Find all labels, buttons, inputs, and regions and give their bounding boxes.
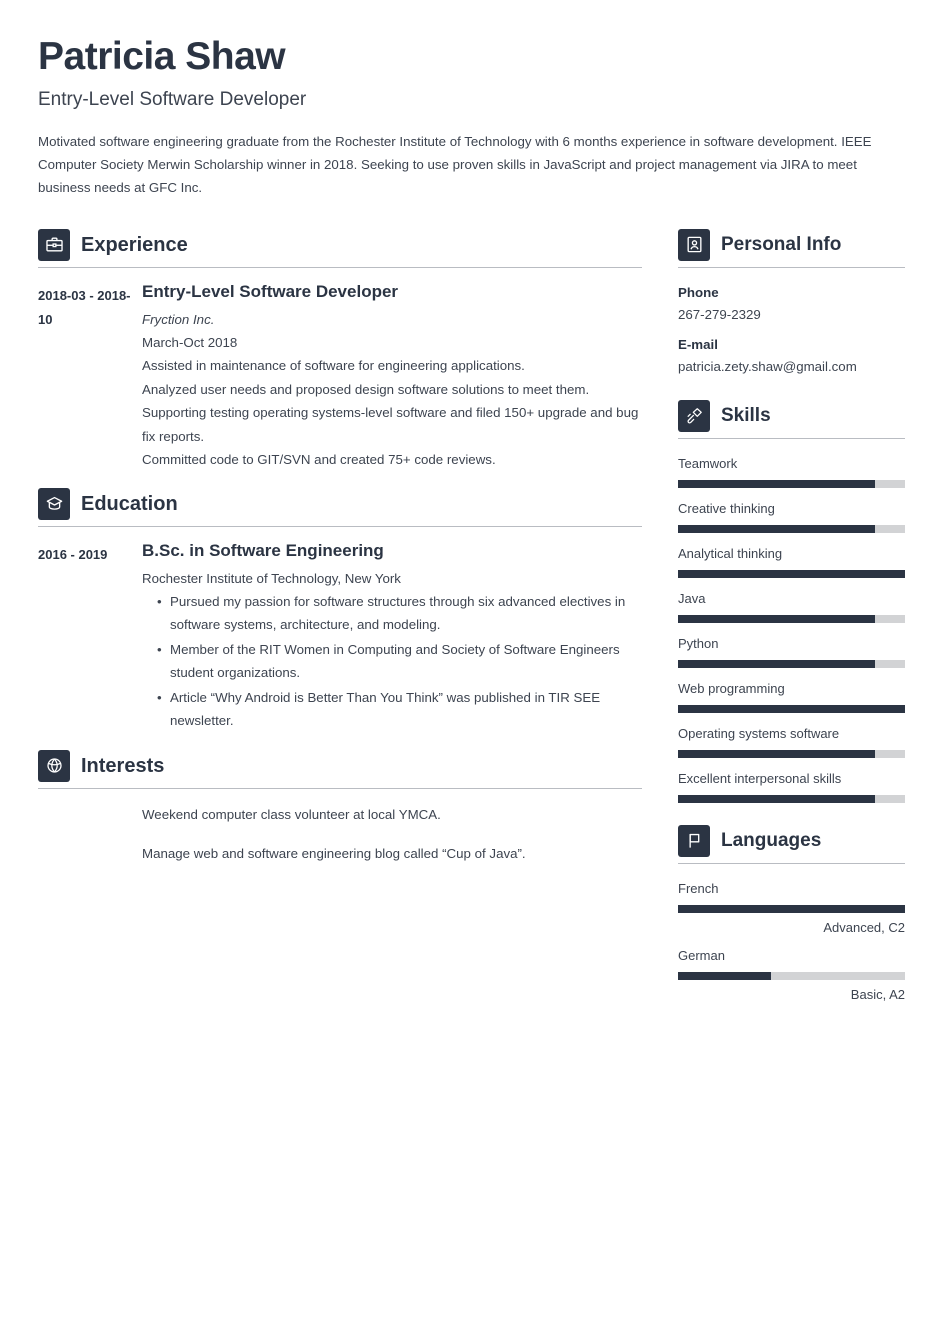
section-header-personal-info	[678, 229, 905, 268]
section-header-interests	[38, 750, 642, 789]
flag-icon	[678, 825, 710, 857]
skill-item	[678, 588, 905, 623]
skill-bar-track	[678, 525, 905, 533]
section-title-languages: Languages	[721, 830, 822, 852]
section-title-experience: Experience	[81, 233, 188, 256]
skill-bar-track	[678, 615, 905, 623]
candidate-name: Patricia Shaw	[38, 35, 286, 78]
professional-summary: Motivated software engineering graduate from the Rochester Institute of Technology with 6 months experience in software development. IEEE Computer Society Merwin Scholarship winner in 2018. Seeking to use proven skills in JavaScript and project management via JIRA to meet business needs at GFC Inc.	[38, 133, 872, 195]
personal-info-label-email: E-mail	[678, 336, 718, 352]
person-badge-icon	[678, 229, 710, 261]
education-entry-school: Rochester Institute of Technology, New York	[142, 570, 401, 586]
personal-info-label-phone: Phone	[678, 284, 719, 300]
experience-entry-title: Entry-Level Software Developer	[142, 281, 399, 301]
skill-name: Web programming	[678, 680, 785, 696]
language-bar-track	[678, 905, 905, 913]
skill-name: Python	[678, 635, 719, 651]
interests-body	[142, 803, 642, 865]
skills-list	[678, 453, 905, 803]
main-column	[38, 213, 642, 881]
languages-list	[678, 878, 905, 1006]
skill-bar-track	[678, 705, 905, 713]
section-header-skills	[678, 400, 905, 439]
language-rating: Advanced, C2	[823, 919, 905, 935]
diamond-hand-icon	[678, 400, 710, 432]
skill-item	[678, 633, 905, 668]
education-bullet: • Article “Why Android is Better Than You Think” was published in TIR SEE newsletter.	[157, 686, 642, 733]
skill-name: Creative thinking	[678, 500, 775, 516]
section-header-experience	[38, 229, 642, 268]
education-entry	[38, 541, 642, 734]
skill-bar-track	[678, 750, 905, 758]
experience-entry-body	[142, 282, 642, 472]
language-name: French	[678, 880, 719, 896]
skill-item	[678, 678, 905, 713]
experience-entry	[38, 282, 642, 472]
resume-columns	[38, 213, 903, 1012]
skill-name: Operating systems software	[678, 725, 840, 741]
interest-item: Weekend computer class volunteer at local YMCA.	[142, 806, 441, 822]
interest-item: Manage web and software engineering blog called “Cup of Java”.	[142, 845, 526, 861]
candidate-job-title: Entry-Level Software Developer	[38, 88, 307, 110]
education-bullet: • Pursued my passion for software structures through six advanced electives in software systems, architecture, and modeling.	[157, 590, 642, 637]
education-entry-title: B.Sc. in Software Engineering	[142, 540, 384, 560]
skill-name: Analytical thinking	[678, 545, 783, 561]
personal-info-value-phone[interactable]: 267-279-2329	[678, 306, 761, 322]
language-bar-fill	[678, 905, 905, 913]
side-column	[678, 213, 905, 1012]
skill-bar-fill	[678, 750, 875, 758]
skill-name: Java	[678, 590, 706, 606]
experience-entry-line: Supporting testing operating systems-level software and filed 150+ upgrade and bug fix reports.	[142, 405, 639, 444]
skill-bar-fill	[678, 480, 875, 488]
language-bar-fill	[678, 972, 771, 980]
skill-bar-fill	[678, 570, 905, 578]
experience-entry-date: 2018-03 - 2018-10	[38, 287, 131, 327]
language-item	[678, 878, 905, 939]
skill-bar-fill	[678, 660, 875, 668]
section-header-education	[38, 488, 642, 527]
section-title-skills: Skills	[721, 405, 771, 427]
section-title-personal-info: Personal Info	[721, 234, 842, 256]
skill-item	[678, 543, 905, 578]
language-bar-track	[678, 972, 905, 980]
section-title-interests: Interests	[81, 754, 165, 777]
skill-item	[678, 498, 905, 533]
personal-info-value-email[interactable]: patricia.zety.shaw@gmail.com	[678, 358, 857, 374]
skill-bar-track	[678, 570, 905, 578]
skill-bar-track	[678, 795, 905, 803]
language-item	[678, 945, 905, 1006]
basketball-icon	[38, 750, 70, 782]
skill-bar-fill	[678, 615, 875, 623]
education-entry-body	[142, 541, 642, 734]
language-name: German	[678, 947, 725, 963]
skill-bar-fill	[678, 705, 905, 713]
skill-name: Teamwork	[678, 455, 738, 471]
skill-item	[678, 453, 905, 488]
language-rating: Basic, A2	[850, 986, 905, 1002]
section-title-education: Education	[81, 492, 178, 515]
experience-entry-line: Assisted in maintenance of software for engineering applications.	[142, 358, 525, 374]
education-bullet: • Member of the RIT Women in Computing and Society of Software Engineers student organizations.	[157, 638, 642, 685]
section-header-languages	[678, 825, 905, 864]
experience-entry-company: Fryction Inc.	[142, 312, 215, 328]
skill-bar-fill	[678, 525, 875, 533]
graduation-cap-icon	[38, 488, 70, 520]
education-bullet-list	[142, 590, 642, 733]
experience-entry-line: Committed code to GIT/SVN and created 75+ code reviews.	[142, 452, 496, 468]
education-entry-date: 2016 - 2019	[38, 546, 108, 562]
skill-name: Excellent interpersonal skills	[678, 770, 842, 786]
experience-entry-period: March-Oct 2018	[142, 335, 238, 351]
skill-item	[678, 768, 905, 803]
experience-entry-line: Analyzed user needs and proposed design software solutions to meet them.	[142, 381, 590, 397]
skill-bar-track	[678, 660, 905, 668]
skill-bar-fill	[678, 795, 875, 803]
personal-info-list	[678, 282, 905, 378]
skill-item	[678, 723, 905, 758]
skill-bar-track	[678, 480, 905, 488]
briefcase-icon	[38, 229, 70, 261]
